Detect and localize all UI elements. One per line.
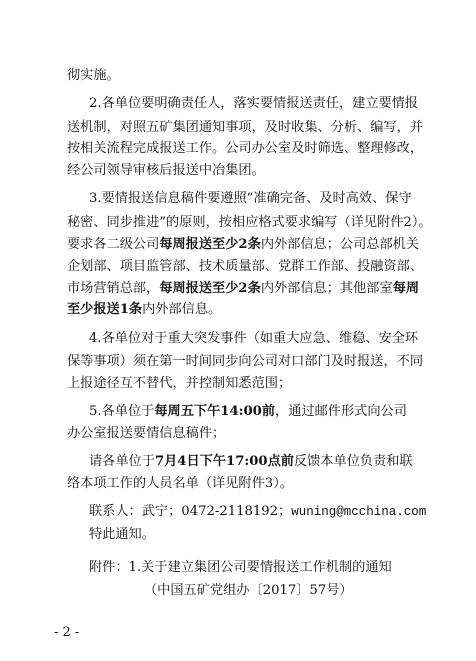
text-segment: 特此通知。 [89, 527, 155, 542]
text-segment: 5.各单位于 [89, 404, 155, 419]
text-line [67, 66, 120, 86]
text-segment: 要求各二级公司 [67, 237, 160, 252]
text-segment: 办公室报送要情信息稿件； [67, 426, 226, 441]
text-line [67, 257, 423, 277]
text-line [67, 300, 221, 320]
text-segment: 3.要情报送信息稿件要遵照“准确完备、及时高效、保守 [89, 191, 412, 206]
text-line [67, 352, 423, 372]
emphasis-text: 7月4日下午17:00点前 [154, 454, 294, 469]
text-segment: 反馈本单位负责和联 [294, 454, 413, 469]
text-segment: 附件：1.关于建立集团公司要情报送工作机制的通知 [89, 560, 392, 575]
text-segment: 联系人：武宁；0472-2118192； [89, 504, 292, 519]
text-segment: 秘密、同步推进”的原则，按相应格式要求编写（详见附件2）。 [67, 215, 432, 230]
text-segment: 按相关流程完成报送工作。公司办公室及时筛选、整理修改， [67, 141, 424, 156]
text-segment: 内外部信息；其他部室 [260, 281, 393, 296]
text-line [67, 235, 419, 255]
text-segment: 彻实施。 [67, 68, 120, 83]
text-line [67, 424, 225, 444]
emphasis-text: 每周 [392, 281, 420, 296]
text-line [89, 525, 155, 545]
text-line [67, 374, 291, 394]
text-segment: 保等事项）须在第一时间同步向公司对口部门及时报送，不同 [67, 354, 424, 369]
text-line [89, 558, 392, 578]
text-segment: 上报途径互不替代，并控制知悉范围； [67, 376, 292, 391]
text-line [144, 581, 353, 601]
text-line [67, 279, 419, 299]
text-segment: 市场营销总部， [67, 281, 160, 296]
emphasis-text: 每周五下午14:00前 [154, 404, 276, 419]
text-line [89, 189, 412, 209]
text-segment: 送机制，对照五矿集团通知事项，及时收集、分析、编写，并 [67, 120, 424, 135]
emphasis-text: 每周报送至少2条 [159, 237, 261, 252]
text-segment: 内外部信息。 [142, 302, 222, 317]
text-line [67, 118, 423, 138]
text-segment: 企划部、项目监管部、技术质量部、党群工作部、投融资部、 [67, 259, 424, 274]
text-line [89, 329, 418, 349]
text-line [89, 402, 407, 422]
text-line [67, 161, 265, 181]
text-segment: 2.各单位要明确责任人，落实要情报送责任，建立要情报 [89, 96, 419, 111]
text-segment: （中国五矿党组办〔2017〕57号） [144, 583, 353, 598]
text-line [89, 502, 426, 522]
text-segment: 经公司领导审核后报送中冶集团。 [67, 163, 265, 178]
text-segment: wuning@mcchina.com [291, 505, 427, 519]
text-segment: 请各单位于 [89, 454, 155, 469]
page-number: - 2 - [54, 625, 80, 640]
emphasis-text: 至少报送1条 [67, 302, 143, 317]
text-line [67, 213, 432, 233]
text-line [67, 139, 423, 159]
emphasis-text: 每周报送至少2条 [159, 281, 261, 296]
text-segment: ，通过邮件形式向公司 [275, 404, 407, 419]
text-line [89, 452, 413, 472]
text-segment: 络本项工作的人员名单（详见附件3）。 [67, 476, 293, 491]
text-line [89, 94, 418, 114]
text-segment: 内外部信息；公司总部机关 [260, 237, 420, 252]
text-line [67, 474, 293, 494]
text-segment: 4.各单位对于重大突发事件（如重大应急、维稳、安全环 [89, 331, 419, 346]
